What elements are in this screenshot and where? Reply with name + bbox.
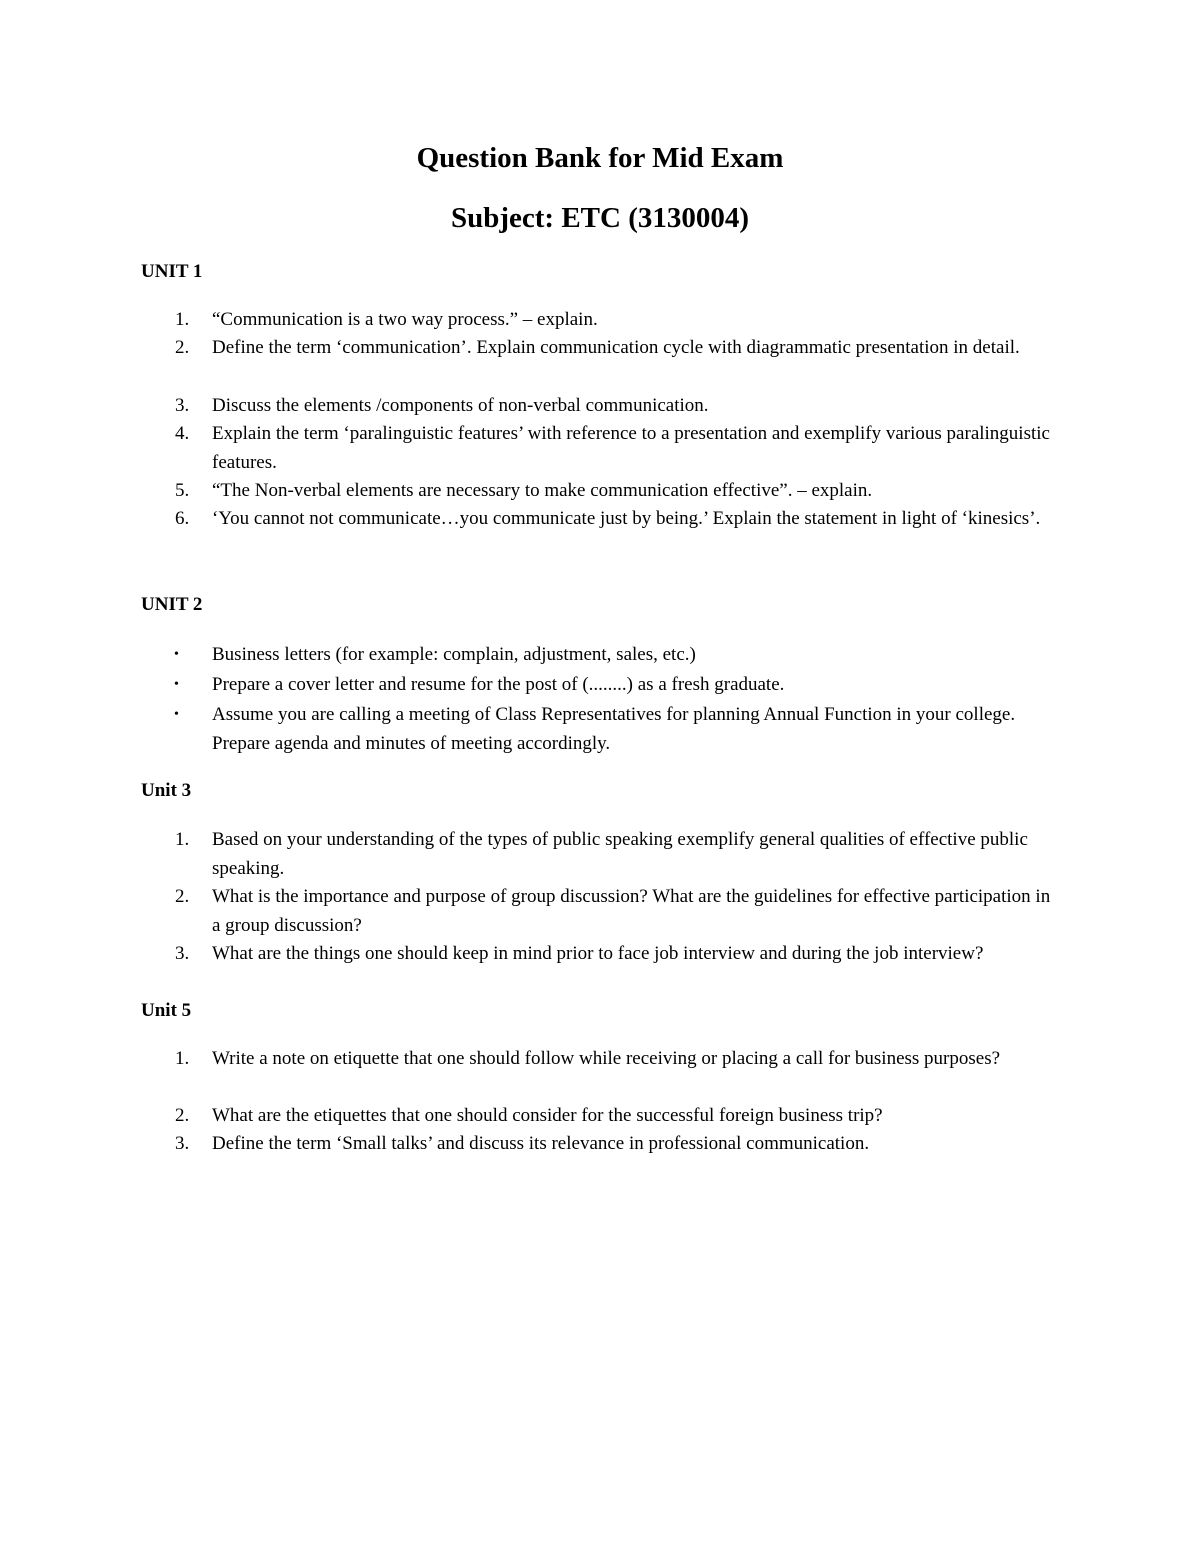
list-number: 2. xyxy=(175,886,190,907)
unit-5-heading: Unit 5 xyxy=(141,1000,192,1021)
question-text: “Communication is a two way process.” – explain. xyxy=(212,309,598,330)
question-text: “The Non-verbal elements are necessary to make communication effective”. – explain. xyxy=(212,480,873,501)
question-text: What are the things one should keep in mind prior to face job interview and during the job interview? xyxy=(212,943,984,964)
question-text: What are the etiquettes that one should consider for the successful foreign business trip? xyxy=(212,1105,883,1126)
list-number: 1. xyxy=(175,309,190,330)
list-number: 3. xyxy=(175,395,190,416)
unit-3-question-3 xyxy=(141,940,1061,969)
list-number: 1. xyxy=(175,1048,190,1069)
unit-3-heading: Unit 3 xyxy=(141,780,192,801)
list-number: 2. xyxy=(175,337,190,358)
list-number: 3. xyxy=(175,943,190,964)
bullet-marker: • xyxy=(174,677,179,692)
bullet-marker: • xyxy=(174,707,179,722)
question-text: Explain the term ‘paralinguistic features’ with reference to a presentation and exemplify various paralinguistic features. xyxy=(212,423,1050,473)
list-number: 2. xyxy=(175,1105,190,1126)
question-text: What is the importance and purpose of group discussion? What are the guidelines for effective participation in a group discussion? xyxy=(212,886,1051,936)
document-subject: Subject: ETC (3130004) xyxy=(450,202,750,234)
unit-1-question-3 xyxy=(141,392,1061,421)
unit-3-question-1 xyxy=(141,826,1061,883)
question-text: Prepare a cover letter and resume for the post of (........) as a fresh graduate. xyxy=(212,674,785,695)
unit-5-question-2 xyxy=(141,1102,1061,1131)
unit-1-question-1 xyxy=(141,306,1061,335)
question-text: Discuss the elements /components of non-verbal communication. xyxy=(212,395,709,416)
question-text: Write a note on etiquette that one should follow while receiving or placing a call for business purposes? xyxy=(212,1048,1001,1069)
question-text: ‘You cannot not communicate…you communicate just by being.’ Explain the statement in light of ‘kinesics’. xyxy=(212,508,1041,529)
list-number: 3. xyxy=(175,1133,190,1154)
unit-1-question-4 xyxy=(141,420,1061,477)
unit-5-question-3 xyxy=(141,1130,1061,1159)
question-text: Define the term ‘Small talks’ and discuss its relevance in professional communication. xyxy=(212,1133,870,1154)
list-number: 6. xyxy=(175,508,190,529)
question-text: Based on your understanding of the types of public speaking exemplify general qualities of effective public speaking. xyxy=(212,829,1028,879)
question-text: Business letters (for example: complain, adjustment, sales, etc.) xyxy=(212,644,696,665)
unit-1-question-6 xyxy=(141,505,1061,534)
unit-5-question-1 xyxy=(141,1045,1061,1074)
list-number: 4. xyxy=(175,423,190,444)
list-number: 5. xyxy=(175,480,190,501)
unit-3-question-2 xyxy=(141,883,1061,940)
document-title: Question Bank for Mid Exam xyxy=(416,142,784,174)
unit-1-question-2 xyxy=(141,334,1061,363)
unit-2-heading: UNIT 2 xyxy=(141,594,203,615)
bullet-marker: • xyxy=(174,647,179,662)
question-text: Assume you are calling a meeting of Class Representatives for planning Annual Function in your college. Prepare agenda and minutes of meeting accordingly. xyxy=(212,704,1016,754)
unit-1-question-5 xyxy=(141,477,1061,506)
unit-2-question-2 xyxy=(141,671,1061,700)
question-text: Define the term ‘communication’. Explain communication cycle with diagrammatic presentation in detail. xyxy=(212,337,1020,358)
unit-2-question-1 xyxy=(141,641,1061,670)
unit-1-heading: UNIT 1 xyxy=(141,261,203,282)
unit-2-question-3 xyxy=(141,701,1061,758)
list-number: 1. xyxy=(175,829,190,850)
